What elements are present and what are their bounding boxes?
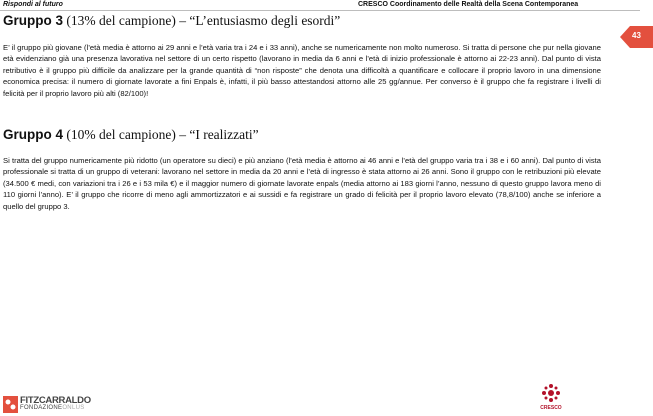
section-body-gruppo-4: Si tratta del gruppo numericamente più ridotto (un operatore su dieci) e più anziano (l’età media è attorno ai 46 anni e l’età del gruppo varia tra i 38 e i 60 anni). Dal punto di vista professionale si tratta di un gruppo di veterani: lavorano nel settore in media da 20 anni e l’età di ingresso è stata attorno ai 26 anni. Sono il gruppo con le retribuzioni più elevate (34.500 € medi, con variazioni tra i 26 e i 53 mila €) e il maggior numero di giornate lavorate enpals (media attorno ai 183 giorni l’anno, nessuno di questo gruppo lavora meno di 110 giorni l’anno). E’ il gruppo che ricorre di meno agli ammortizzatori e ai sussidi e fa registrare un grado di felicità per il proprio lavoro elevato (78,8/100) anche se inferiore a quello del gruppo 3. — [3, 156, 601, 211]
header-divider — [0, 10, 640, 11]
section-title-bold: Gruppo 3 — [3, 13, 63, 28]
section-title-rest: (13% del campione) – “L’entusiasmo degli esordi” — [63, 13, 341, 28]
section-title-bold: Gruppo 4 — [3, 127, 63, 142]
header-tagline: Rispondi al futuro — [3, 1, 63, 8]
cresco-logo — [537, 383, 565, 413]
page-number-badge — [620, 26, 653, 48]
section-title-gruppo-4 — [3, 127, 259, 143]
section-title-rest: (10% del campione) – “I realizzati” — [63, 127, 259, 142]
fitzcarraldo-subline: FONDAZIONEONLUS — [20, 405, 85, 411]
section-body-gruppo-3: E’ il gruppo più giovane (l’età media è attorno ai 29 anni e l’età varia tra i 24 e i 33 anni), anche se numericamente non molto numeroso. Si tratta di persone che pur nella giovane età evidenziano già una presenza lavorativa nel settore di un certo rispetto (lavorano in media da 6 anni e l’età di inizio professionale è attorno ai 22-23 anni). Dal punto di vista retributivo è il gruppo più difficile da analizzare per la grande quantità di “non risposte” che denota una difficoltà a quantificare e collocare il proprio lavoro in una dimensione economica precisa: il numero di giornate lavorate a fini Enpals è, infatti, il più basso attestandosi attorno alle 25 gg/annue. Per converso è il gruppo che fa registrare i livelli di felicità per il proprio lavoro più alti (82/100)! — [3, 43, 601, 98]
cresco-mark-icon — [537, 383, 565, 405]
fitzcarraldo-logo — [3, 396, 113, 414]
fitzcarraldo-wordmark: FITZCARRALDO — [20, 395, 91, 406]
fitzcarraldo-mark-icon — [3, 396, 18, 413]
page-number: 43 — [632, 31, 641, 40]
header-organization: CRESCO Coordinamento delle Realtà della Scena Contemporanea — [358, 1, 579, 8]
section-title-gruppo-3 — [3, 13, 340, 29]
cresco-wordmark: CRESCO — [540, 405, 562, 411]
